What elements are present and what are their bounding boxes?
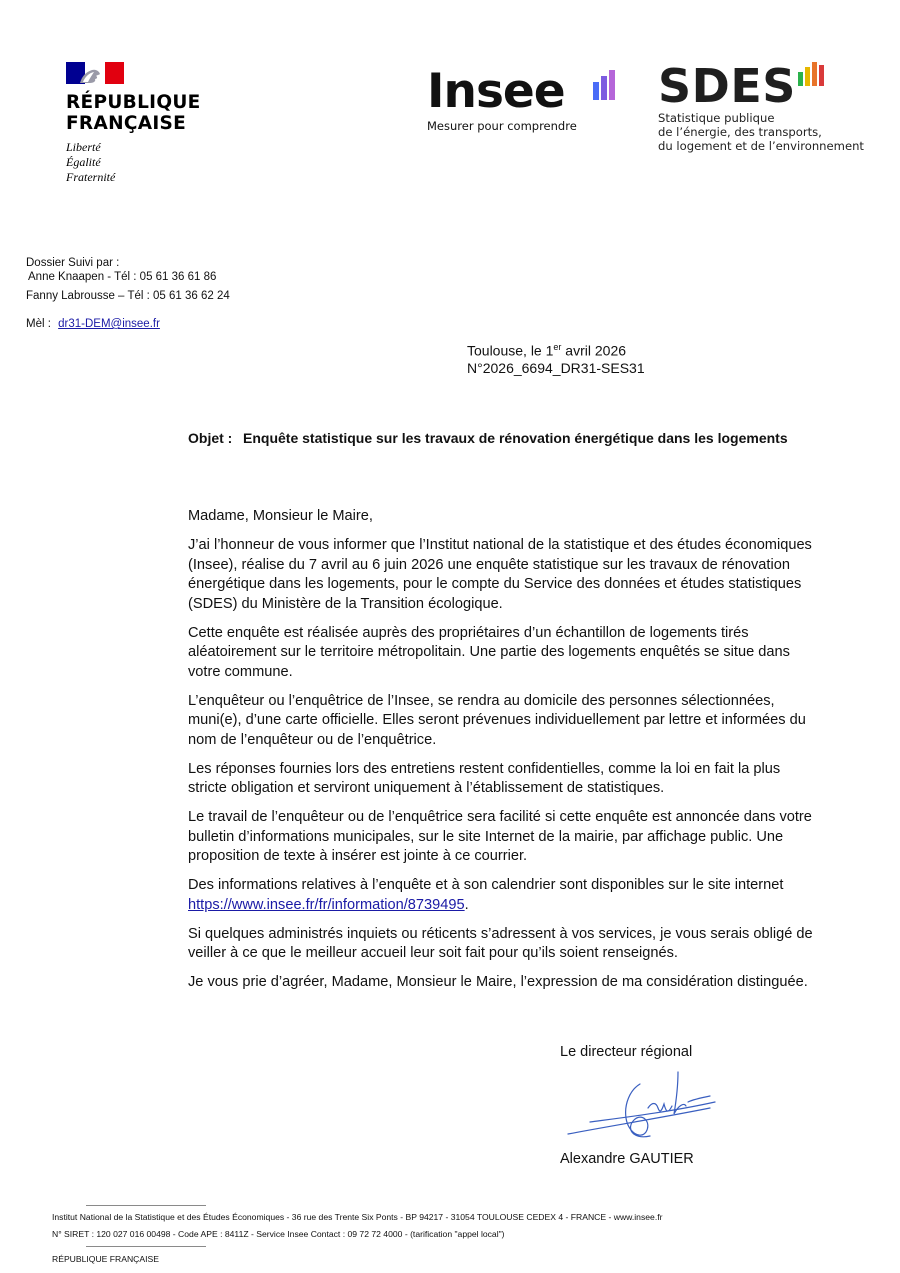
mail-label: Mèl : (26, 318, 51, 330)
paragraph-6-text: Des informations relatives à l’enquête et à son calendrier sont disponibles sur le site internet (188, 877, 784, 893)
sdes-line-3: du logement et de l’environnement (658, 139, 864, 153)
footer-republique: RÉPUBLIQUE FRANÇAISE (52, 1254, 159, 1264)
paragraph-8: Je vous prie d’agréer, Madame, Monsieur le Maire, l’expression de ma considération distinguée. (188, 974, 808, 990)
subject-text: Enquête statistique sur les travaux de rénovation énergétique dans les logements (243, 430, 788, 446)
subject-label: Objet : (188, 430, 233, 446)
insee-tagline: Mesurer pour comprendre (427, 119, 577, 133)
date-sup: er (553, 342, 562, 352)
sdes-bars-icon (798, 62, 826, 86)
place-date (467, 339, 645, 360)
paragraph-6-end: . (464, 896, 469, 913)
sdes-logo (658, 59, 878, 153)
paragraph-4: Les réponses fournies lors des entretiens restent confidentielles, comme la loi en fait la plus stricte obligation et serviront uniquement à l’établissement de statistiques. (188, 760, 781, 796)
marianne-flag-icon (66, 62, 124, 84)
paragraph-3: L’enquêteur ou l’enquêtrice de l’Insee, se rendra au domicile des personnes sélectionnées, muni(e), d’une carte officielle. Elles seront prévenues individuellement par lettre et informées du nom de l’enquêteur ou de l’enquêtrice. (188, 692, 806, 748)
paragraph-6 (188, 876, 818, 915)
signatory-name: Alexandre GAUTIER (560, 1151, 694, 1167)
sdes-wordmark: SDES (658, 59, 796, 113)
information-url-link[interactable]: https://www.insee.fr/fr/information/8739495 (188, 896, 465, 913)
mail-link[interactable]: dr31-DEM@insee.fr (58, 318, 160, 330)
paragraph-7: Si quelques administrés inquiets ou réticents s’adressent à vos services, je vous serais obligé de veiller à ce que le meilleur accueil leur soit fait pour qu’ils soient renseignés. (188, 925, 813, 961)
paragraph-2: Cette enquête est réalisée auprès des propriétaires d’un échantillon de logements tirés aléatoirement sur le territoire métropolitain. Une partie des logements enquêtés se situe dans votre commune. (188, 624, 790, 680)
insee-bars-icon (593, 70, 623, 100)
motto-fraternite: Fraternité (66, 170, 116, 184)
sdes-line-2: de l’énergie, des transports, (658, 125, 822, 139)
footer-siret: N° SIRET : 120 027 016 00498 - Code APE : 8411Z - Service Insee Contact : 09 72 72 4000 - (tarification "appel local") (52, 1229, 505, 1239)
paragraph-5: Le travail de l’enquêteur ou de l’enquêtrice sera facilité si cette enquête est annoncée dans votre bulletin d’informations municipales, sur le site Internet de la mairie, par affichage public. Une proposition de texte à insérer est jointe à ce courrier. (188, 809, 812, 864)
letter-body (188, 507, 818, 1002)
subject-block (188, 430, 808, 447)
motto-egalite: Égalité (66, 155, 101, 169)
contact-mail (26, 318, 160, 330)
rf-title-line1: RÉPUBLIQUE (66, 92, 201, 113)
date-suffix: avril 2026 (561, 342, 627, 359)
signatory-title: Le directeur régional (560, 1044, 693, 1060)
motto-liberte: Liberté (66, 140, 101, 154)
insee-logo (427, 64, 637, 133)
handwritten-signature (560, 1062, 725, 1150)
salutation: Madame, Monsieur le Maire, (188, 508, 373, 524)
date-prefix: Toulouse, le 1 (467, 342, 554, 359)
reference-number: N°2026_6694_DR31-SES31 (467, 359, 645, 376)
insee-wordmark: Insee (427, 64, 565, 119)
rf-title (66, 92, 226, 134)
place-date-block (467, 339, 645, 377)
sdes-line-1: Statistique publique (658, 111, 775, 125)
republique-francaise-logo (66, 62, 226, 185)
followed-by-label: Dossier Suivi par : (26, 257, 120, 269)
footer-divider-bottom (86, 1246, 206, 1247)
rf-motto (66, 140, 226, 185)
footer-address: Institut National de la Statistique et des Études Économiques - 36 rue des Trente Six Ponts - BP 94217 - 31054 TOULOUSE CEDEX 4 - FRANCE - www.insee.fr (52, 1212, 663, 1222)
contact-person-2: Fanny Labrousse – Tél : 05 61 36 62 24 (26, 290, 230, 302)
rf-title-line2: FRANÇAISE (66, 113, 187, 134)
contact-person-1: Anne Knaapen - Tél : 05 61 36 61 86 (28, 271, 217, 283)
paragraph-1: J’ai l’honneur de vous informer que l’Institut national de la statistique et des études économiques (Insee), réalise du 7 avril au 6 juin 2026 une enquête statistique sur les travaux de rénovation énergétique dans les logements, pour le compte du Service des données et études statistiques (SDES) du Ministère de la Transition écologique. (188, 537, 812, 612)
footer-divider-top (86, 1205, 206, 1206)
